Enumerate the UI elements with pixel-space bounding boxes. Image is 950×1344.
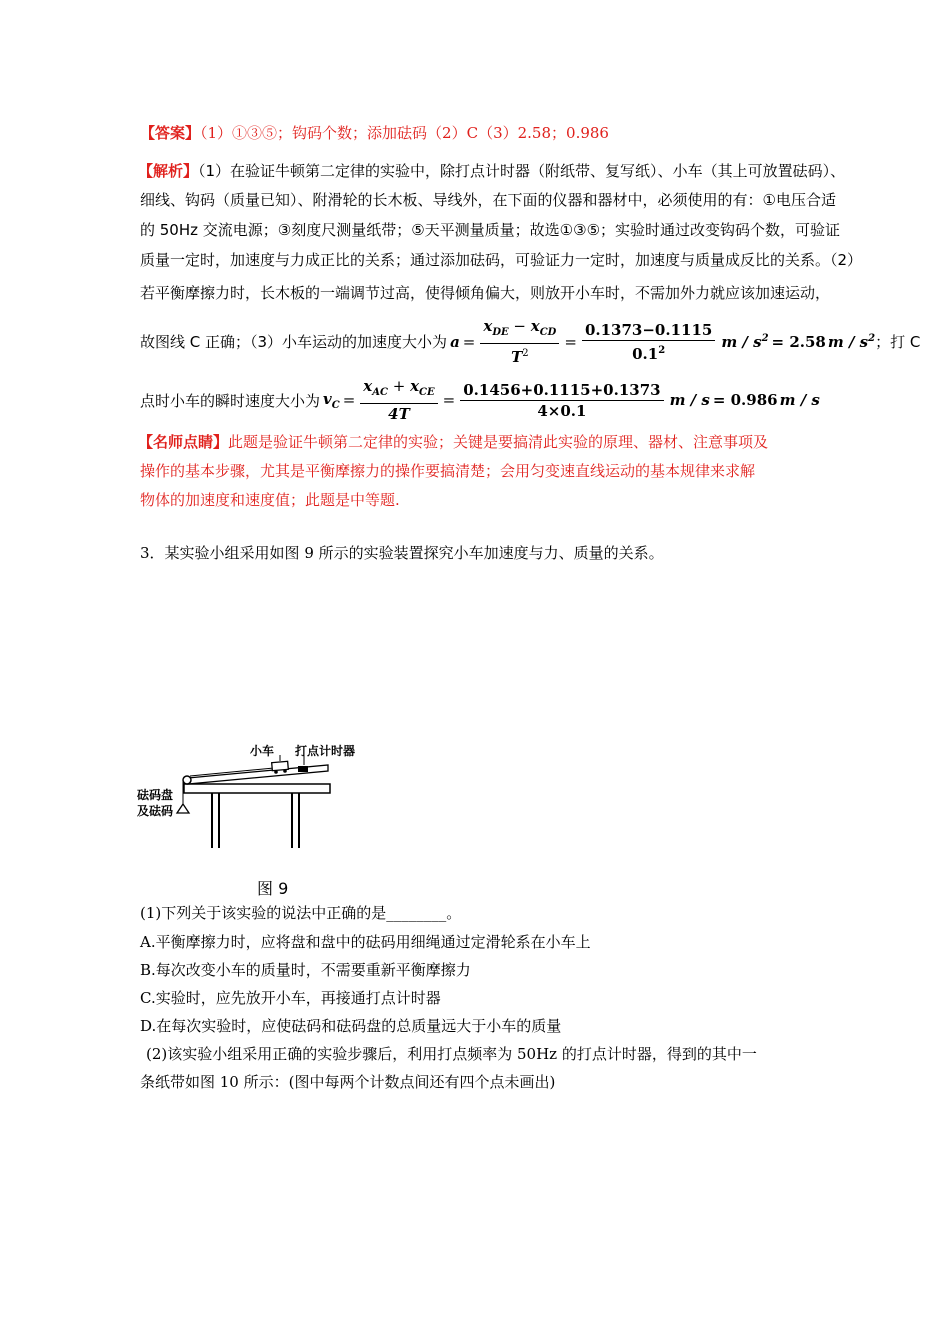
timer <box>298 766 308 772</box>
label-timer: 打点计时器 <box>295 744 356 758</box>
eq1-prefix: 故图线 C 正确；（3）小车运动的加速度大小为 <box>140 333 448 351</box>
label-weights-1: 砝码盘 <box>137 788 174 802</box>
eq2-value-fraction: $\frac{0.1456+0.1115+0.1373}{4\times 0.1}$ <box>460 380 663 421</box>
tip-line-2: 操作的基本步骤，尤其是平衡摩擦力的操作要搞清楚；会用匀变速直线运动的基本规律来求解 <box>140 462 756 480</box>
question3-stem: 3．某实验小组采用如图 9 所示的实验装置探究小车加速度与力、质量的关系。 <box>140 544 664 562</box>
option-d: D.在每次实验时，应使砝码和砝码盘的总质量远大于小车的质量 <box>140 1017 562 1035</box>
option-c: C.实验时，应先放开小车，再接通打点计时器 <box>140 989 441 1007</box>
eq1-suffix: ；打 C <box>875 333 921 351</box>
eq1-var: a <box>450 332 460 351</box>
analysis-line-3: 的 50Hz 交流电源；③刻度尺测量纸带；⑤天平测量质量；故选①③⑤；实验时通过改变钩码个数，可验证 <box>140 221 841 239</box>
eq1-unit: m / $s^2$ <box>721 332 769 351</box>
eq2-unit: m / s <box>669 391 710 409</box>
answer-label: 【答案】 <box>140 124 201 142</box>
acceleration-equation: 故图线 C 正确；（3）小车运动的加速度大小为 a = $\frac{x_{DE} - x_{CD}}{T^2}$ = $\frac{0.1373-0.1115}{0.1^2}$ m / $s^2$ = 2.58 m / $s^2$ ；打 C <box>140 317 921 366</box>
analysis-label: 【解析】 <box>138 162 199 180</box>
eq2-result-unit: m / s <box>779 391 820 409</box>
tip-line-1 <box>138 432 768 452</box>
car-wheel <box>274 770 278 774</box>
answer-text: （1）①③⑤；钩码个数；添加砝码（2）C（3）2.58；0.986 <box>200 124 609 142</box>
analysis-line-5: 若平衡摩擦力时，长木板的一端调节过高，使得倾角偏大，则放开小车时，不需加外力就应该加速运动， <box>140 284 831 302</box>
option-a: A.平衡摩擦力时，应将盘和盘中的砝码用细绳通过定滑轮系在小车上 <box>140 933 591 951</box>
analysis-line-2: 细线、钩码（质量已知）、附滑轮的长木板、导线外，在下面的仪器和器材中，必须使用的有：①电压合适 <box>140 191 836 209</box>
weight-pan <box>177 804 189 813</box>
eq2-var: $v_C$ <box>323 389 340 411</box>
figure9-caption: 图 9 <box>257 879 289 898</box>
sub-question-1: (1)下列关于该实验的说法中正确的是________。 <box>140 904 462 922</box>
table-top <box>184 784 330 793</box>
sub-question-2-line-2: 条纸带如图 10 所示：(图中每两个计数点间还有四个点未画出) <box>140 1073 556 1091</box>
option-b: B.每次改变小车的质量时，不需要重新平衡摩擦力 <box>140 961 471 979</box>
eq2-result: = 0.986 <box>712 391 778 409</box>
eq2-symbolic-fraction: $\frac{x_{AC} + x_{CE}}{4T}$ <box>360 376 437 424</box>
eq1-symbolic-fraction: $\frac{x_{DE} - x_{CD}}{T^2}$ <box>480 316 559 367</box>
analysis-text-1: （1）在验证牛顿第二定律的实验中，除打点计时器（附纸带、复写纸）、小车（其上可放置砝码）、 <box>198 162 846 180</box>
label-weights-2: 及砝码 <box>137 804 174 818</box>
eq1-result-unit: m / $s^2$ <box>827 332 876 351</box>
eq1-result: = 2.58 <box>771 332 826 351</box>
sub-question-2-line-1: (2)该实验小组采用正确的实验步骤后，利用打点频率为 50Hz 的打点计时器，得到的其中一 <box>146 1045 757 1063</box>
pulley <box>183 776 191 784</box>
eq2-prefix: 点时小车的瞬时速度大小为 <box>140 391 321 410</box>
car-wheel <box>283 769 287 773</box>
velocity-equation: 点时小车的瞬时速度大小为 $v_C$ = $\frac{x_{AC} + x_{CE}}{4T}$ = $\frac{0.1456+0.1115+0.1373}{4\times 0.1}$ m / s = 0.986 m / s <box>140 377 820 423</box>
label-car: 小车 <box>250 744 275 758</box>
analysis-line-4: 质量一定时，加速度与力成正比的关系；通过添加砝码，可验证力一定时，加速度与质量成反比的关系。（2） <box>140 251 863 269</box>
tip-line-3: 物体的加速度和速度值；此题是中等题. <box>140 491 400 509</box>
tip-label: 【名师点睛】 <box>138 433 229 451</box>
answer-line <box>140 123 609 143</box>
tip-text-1: 此题是验证牛顿第二定律的实验；关键是要搞清此实验的原理、器材、注意事项及 <box>228 433 769 451</box>
eq1-value-fraction: $\frac{0.1373-0.1115}{0.1^2}$ <box>582 320 715 364</box>
car <box>272 761 289 770</box>
analysis-line-1 <box>138 161 845 181</box>
